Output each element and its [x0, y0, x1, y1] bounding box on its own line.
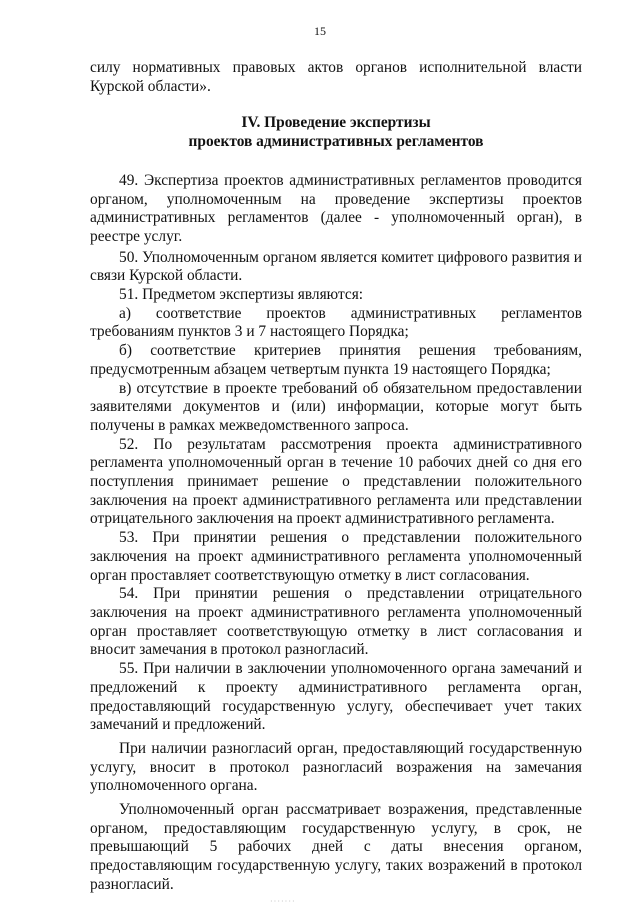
- paragraph-54: 54. При принятии решения о представлении отрицательного заключения на проект административного регламента уполномоченный орган проставляет соответствующую отметку в лист согласования и вносит замечания в протокол разногласий.: [90, 585, 582, 659]
- paragraph-51-v: в) отсутствие в проекте требований об обязательном предоставлении заявителями документов и (или) информации, которые могут быть получены в рамках межведомственного запроса.: [90, 379, 582, 434]
- paragraph-53: 53. При принятии решения о представлении положительного заключения на проект административного регламента уполномоченный орган проставляет соответствующую отметку в лист согласования.: [90, 529, 582, 584]
- document-body: [90, 59, 582, 895]
- paragraph-objections: Уполномоченный орган рассматривает возражения, представленные органом, предоставляющим государственную услугу, в срок, не превышающий 5 рабочих дней с даты внесения органом, предоставляющим государственную услугу, таких возражений в протокол разногласий.: [90, 801, 582, 893]
- paragraph-51-a: а) соответствие проектов административных регламентов требованиям пунктов 3 и 7 настоящего Порядка;: [90, 304, 582, 341]
- paragraph-55: 55. При наличии в заключении уполномоченного органа замечаний и предложений к проекту административного регламента орган, предоставляющий государственную услугу, обеспечивает учет таких замечаний и предложений.: [90, 660, 582, 734]
- section-title-line-2: проектов административных регламентов: [188, 133, 484, 151]
- intro-paragraph: силу нормативных правовых актов органов исполнительной власти Курской области».: [90, 59, 582, 95]
- paragraph-52: 52. По результатам рассмотрения проекта административного регламента уполномоченный орган в течение 10 рабочих дней со дня его поступления принимает решение о представлении положительного заключения на проект административного регламента или представлении отрицательного заключения на проект административного регламента.: [90, 435, 582, 528]
- paragraph-disagreements: При наличии разногласий орган, предоставляющий государственную услугу, вносит в протокол разногласий возражения на замечания уполномоченного органа.: [90, 739, 582, 795]
- paragraph-51: 51. Предметом экспертизы являются:: [119, 286, 364, 304]
- paragraph-51-b: б) соответствие критериев принятия решения требованиям, предусмотренным абзацем четвертым пункта 19 настоящего Порядка;: [90, 342, 582, 378]
- bottom-mark: ·······: [270, 897, 296, 906]
- section-heading: [90, 114, 582, 151]
- paragraph-50: 50. Уполномоченным органом является комитет цифрового развития и связи Курской области.: [90, 248, 582, 285]
- paragraph-49: 49. Экспертиза проектов административных регламентов проводится органом, уполномоченным на проведение экспертизы проектов административных регламентов (далее - уполномоченный орган), в реестре услуг.: [90, 171, 582, 245]
- section-title-line-1: IV. Проведение экспертизы: [241, 114, 431, 132]
- page-number: 15: [314, 24, 326, 38]
